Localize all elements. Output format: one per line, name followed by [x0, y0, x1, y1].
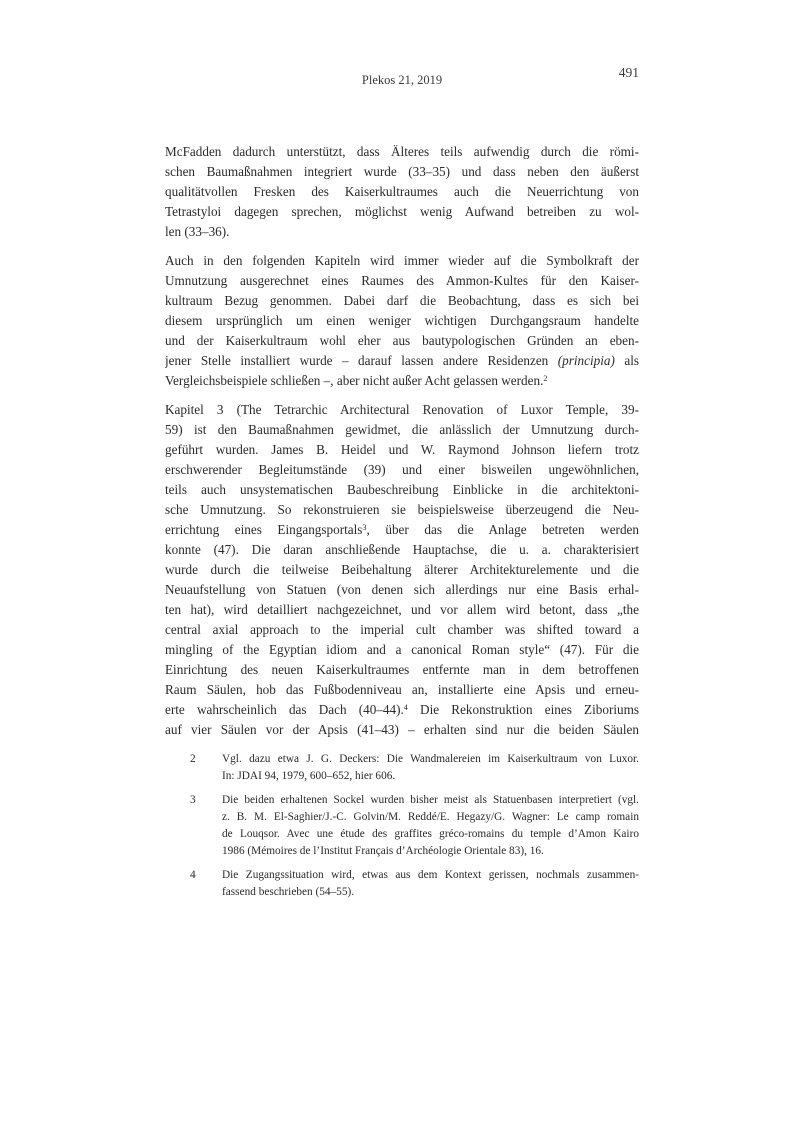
text-line — [165, 540, 639, 560]
footnote — [165, 792, 639, 860]
text-line — [222, 751, 639, 768]
text-run: Einrichtung des neuen Kaiserkultraumes entfernte man in dem betroffenen — [165, 662, 639, 677]
text-run: erschwerender Begleitumstände (39) und einer bisweilen ungewöhnlichen, — [165, 462, 639, 477]
text-line — [165, 371, 639, 391]
text-run: In: JDAI 94, 1979, 600–652, hier 606. — [222, 770, 396, 782]
footnote-marker: 3 — [362, 523, 367, 533]
text-line — [165, 400, 639, 420]
text-run: Neuaufstellung von Statuen (von denen sich allerdings nur eine Basis erhal- — [165, 582, 639, 597]
text-line — [165, 291, 639, 311]
text-run: Vergleichsbeispiele schließen –, aber nicht außer Acht gelassen werden. — [165, 373, 544, 388]
footnote-number: 3 — [190, 794, 196, 806]
text-run: z. B. M. El-Saghier/J.-C. Golvin/M. Reddé/E. Hegazy/G. Wagner: Le camp romain — [222, 811, 639, 823]
text-line — [165, 480, 639, 500]
text-line — [222, 884, 639, 901]
page-number: 491 — [618, 65, 639, 80]
text-line — [222, 768, 639, 785]
footnote-text — [222, 867, 639, 901]
text-run: schen Baumaßnahmen integriert wurde (33–35) und dass neben den äußerst — [165, 164, 639, 179]
footnote-number: 4 — [190, 869, 196, 881]
text-line — [165, 351, 639, 371]
text-run: Die beiden erhaltenen Sockel wurden bisher meist als Statuenbasen interpretiert (vgl. — [222, 794, 639, 806]
text-line — [165, 600, 639, 620]
text-line — [222, 792, 639, 809]
page-header — [165, 65, 639, 90]
paragraph — [165, 251, 639, 391]
text-line — [165, 222, 639, 242]
text-run: jener Stelle installiert wurde – darauf lassen andere Residenzen — [165, 353, 558, 368]
text-run: , über das die Anlage betreten werden — [366, 522, 639, 537]
text-line — [165, 500, 639, 520]
text-run: und der Kaiserkultraum wohl eher aus bautypologischen Gründen an eben- — [165, 333, 639, 348]
text-line — [165, 182, 639, 202]
footnote-section — [165, 751, 639, 901]
text-block — [165, 65, 639, 908]
footnote — [165, 867, 639, 901]
text-run: Die Zugangssituation wird, etwas aus dem Kontext gerissen, nochmals zusammen- — [222, 869, 639, 881]
journal-title: Plekos 21, 2019 — [361, 73, 443, 87]
text-run: 59) ist den Baumaßnahmen gewidmet, die anlässlich der Umnutzung durch- — [165, 422, 639, 437]
paragraph — [165, 400, 639, 740]
footnote-marker: 2 — [543, 374, 548, 384]
text-line — [165, 700, 639, 720]
text-run: McFadden dadurch unterstützt, dass Älteres teils aufwendig durch die römi- — [165, 144, 639, 159]
text-run: Raum Säulen, hob das Fußbodenniveau an, installierte eine Apsis und erneu- — [165, 682, 639, 697]
text-run: fassend beschrieben (54–55). — [222, 886, 355, 898]
text-run: sche Umnutzung. So rekonstruieren sie beispielsweise überzeugend die Neu- — [165, 502, 639, 517]
text-line — [165, 660, 639, 680]
text-line — [222, 809, 639, 826]
text-line — [165, 271, 639, 291]
text-run: Vgl. dazu etwa J. G. Deckers: Die Wandmalereien im Kaiserkultraum von Luxor. — [222, 753, 639, 765]
text-line — [222, 826, 639, 843]
text-run: mingling of the Egyptian idiom and a canonical Roman style“ (47). Für die — [165, 642, 639, 657]
text-run: Umnutzung ausgerechnet eines Raumes des Ammon-Kultes für den Kaiser- — [165, 273, 639, 288]
text-run: Die Rekonstruktion eines Ziboriums — [407, 702, 639, 717]
text-line — [165, 311, 639, 331]
text-run: auf vier Säulen vor der Apsis (41–43) – erhalten sind nur die beiden Säulen — [165, 722, 639, 737]
footnote-text — [222, 751, 639, 785]
text-line — [165, 420, 639, 440]
text-line — [165, 720, 639, 740]
text-line — [165, 162, 639, 182]
text-line — [165, 142, 639, 162]
footnote — [165, 751, 639, 785]
text-run: Auch in den folgenden Kapiteln wird immer wieder auf die Symbolkraft der — [165, 253, 639, 268]
text-line — [165, 202, 639, 222]
text-run: erte wahrscheinlich das Dach (40–44). — [165, 702, 404, 717]
text-run: de Louqsor. Avec une étude des graffites gréco-romains du temple d’Amon Kairo — [222, 828, 639, 840]
text-run: geführt wurden. James B. Heidel und W. Raymond Johnson liefern trotz — [165, 442, 639, 457]
text-line — [165, 331, 639, 351]
text-line — [165, 520, 639, 540]
text-line — [222, 843, 639, 860]
text-line — [165, 460, 639, 480]
text-run: qualitätvollen Fresken des Kaiserkultraumes auch die Neuerrichtung von — [165, 184, 639, 199]
footnote-text — [222, 792, 639, 860]
text-line — [165, 640, 639, 660]
text-line — [165, 580, 639, 600]
text-run: Kapitel 3 (The Tetrarchic Architectural Renovation of Luxor Temple, 39- — [165, 402, 639, 417]
text-line — [165, 251, 639, 271]
text-line — [165, 440, 639, 460]
text-run: als — [614, 353, 639, 368]
text-run: teils auch unsystematischen Baubeschreibung Einblicke in die architektoni- — [165, 482, 639, 497]
text-run: Tetrastyloi dagegen sprechen, möglichst wenig Aufwand betreiben zu wol- — [165, 204, 639, 219]
text-run: central axial approach to the imperial cult chamber was shifted toward a — [165, 622, 639, 637]
text-run: 1986 (Mémoires de l’Institut Français d’Archéologie Orientale 83), 16. — [222, 845, 544, 857]
text-run: errichtung eines Eingangsportals — [165, 522, 363, 537]
text-run: len (33–36). — [165, 224, 230, 239]
footnote-number: 2 — [190, 753, 196, 765]
text-run: ten hat), wird detailliert nachgezeichnet, und vor allem wird betont, dass „the — [165, 602, 639, 617]
paragraph — [165, 142, 639, 242]
text-run: kultraum Bezug genommen. Dabei darf die Beobachtung, dass es sich bei — [165, 293, 639, 308]
text-line — [165, 560, 639, 580]
text-line — [222, 867, 639, 884]
footnote-marker: 4 — [403, 703, 408, 713]
body-paragraphs — [165, 142, 639, 740]
text-line — [165, 620, 639, 640]
text-run: wurde durch die teilweise Beibehaltung älterer Architekturelemente und die — [165, 562, 639, 577]
text-run: diesem ursprünglich um einen weniger wichtigen Durchgangsraum handelte — [165, 313, 639, 328]
italic-text: (principia) — [557, 353, 615, 368]
text-run: konnte (47). Die daran anschließende Hauptachse, die u. a. charakterisiert — [165, 542, 639, 557]
text-line — [165, 680, 639, 700]
